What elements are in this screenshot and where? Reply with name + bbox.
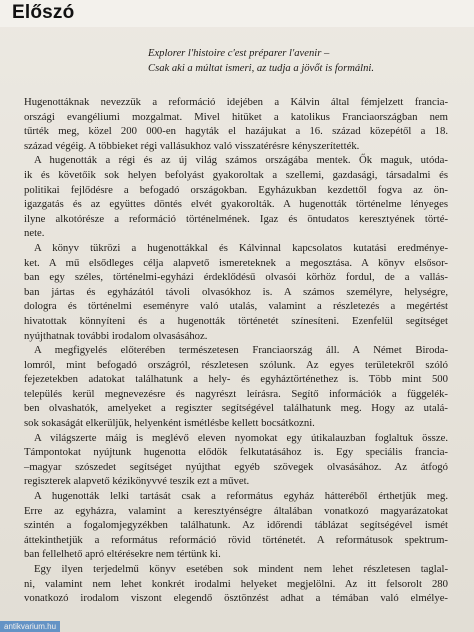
- text-line: igazgatás és az együttes döntés elvét gyakorolták. A hugenották történelme lényeges: [24, 198, 448, 211]
- epigraph-line-2: Csak aki a múltat ismeri, az tudja a jövőt is formálni.: [148, 63, 375, 74]
- text-line: ban egy széles, történelmi-egyházi érdeklődésű olvasói körhöz fordul, de a vallás-: [24, 271, 448, 284]
- text-line: ban fellelhető apró eltérésekre nem tértünk ki.: [24, 548, 221, 561]
- text-line: A hugenották lelki tartását csak a református egyház hátteréből érthetjük meg.: [34, 490, 448, 503]
- watermark: antikvarium.hu: [0, 621, 60, 632]
- text-line: település kerül megnevezésre és nagyrészt leírásra. Segítő információk a függelék-: [24, 387, 448, 400]
- text-line: ni, valamint nem lehet konkrét irodalmi helyeket megjelölni. Az itt felsorolt 280: [24, 577, 448, 590]
- text-line: hivatottak könnyíteni és a hugenották történetét színesíteni. Ezenfelül segítséget: [24, 314, 448, 327]
- text-line: A világszerte máig is meglévő eleven nyomokat egy útikalauzban foglaltuk össze.: [34, 431, 448, 444]
- text-line: áttekinthetjük a református reformáció rövid történetét. A reformátusok spektrum-: [24, 533, 448, 546]
- text-line: dologra és történelmi eseményre való utalás, valamint a részletezés a megértést: [24, 300, 448, 313]
- text-line: ben olvashatók, amelyeket a regiszter segítségével találhatunk meg. Hogy az utalá-: [24, 402, 448, 415]
- text-line: ik és követőik sok helyen befolyást gyakoroltak a szellemi, gazdasági, társadalmi és: [24, 168, 448, 181]
- text-line: ban jártas és egyházától távoli olvasókhoz is. A számos személyre, helységre,: [24, 285, 448, 298]
- text-line: Egy ilyen terjedelmű könyv esetében sok mindent nem lehet részletesen taglal-: [34, 563, 448, 575]
- text-line: Hugenottáknak nevezzük a reformáció idejében a Kálvin által fémjelzett francia-: [24, 96, 448, 108]
- text-line: regiszterek alapvető kézikönyvvé teszik ezt a művet.: [24, 475, 250, 488]
- epigraph: [148, 46, 448, 76]
- text-line: fejezetekben adatokat találhatunk a hely- és egyháztörténethez is. Több mint 500: [24, 373, 448, 386]
- text-line: Támpontokat nyújtunk hugenotta elődök felkutatásához is. Egy speciális francia-: [24, 446, 448, 459]
- epigraph-line-1: Explorer l'histoire c'est préparer l'avenir –: [148, 48, 330, 59]
- text-line: lomról, mint befogadó országról, részletesen szólunk. Az egyes területekről szóló: [24, 358, 448, 371]
- text-line: A könyv tükrözi a hugenottákkal és Kálvinnal kapcsolatos kutatási eredménye-: [34, 241, 448, 254]
- text-line: vonatkozó irodalom viszont elegendő ösztönzést adhat a témában való elmélye-: [24, 592, 448, 605]
- text-line: ket. A mű elsődleges célja alapvető ismereteknek a megosztása. A könyv elsősor-: [24, 256, 448, 269]
- text-line: Erre az egyházra, valamint a keresztyénségre általában vonatkozó magyarázatokat: [24, 504, 448, 517]
- text-line: tűrték meg, közel 200 000-en hagyták el hazájukat a 16. század közepétől a 18.: [24, 125, 448, 138]
- text-line: A megfigyelés előterében természetesen Franciaország áll. A Német Biroda-: [34, 344, 448, 357]
- page-title: Előszó: [12, 2, 75, 23]
- body-text: [24, 95, 448, 606]
- text-line: A hugenották a régi és az új világ számos országába mentek. Ők maguk, utóda-: [34, 154, 448, 167]
- text-line: –magyar szószedet segítséget nyújthat egyéb szövegek olvasásához. Az átfogó: [24, 460, 448, 473]
- text-line: szintén a fogalomjegyzékben találhatunk. Az időrendi táblázat segítségével ismét: [24, 519, 448, 532]
- text-line: ilyne alkotórésze a reformáció történelmének. Igaz és öntudatos keresztyének törté-: [24, 212, 448, 225]
- text-line: politikai fejlődésre a befogadó országokban. Egyházukban kezdettől fogva az ön-: [24, 183, 448, 196]
- text-line: nete.: [24, 227, 45, 240]
- text-line: sok sokaságát elkerüljük, helyenként ismétlésbe kellett bocsátkozni.: [24, 417, 315, 430]
- text-line: nyújthatnak további irodalom olvasásához.: [24, 329, 208, 342]
- text-line: országi evangéliumi mozgalmat. Mivel hitüket a katolikus Franciaországban nem: [24, 110, 448, 123]
- text-line: század végéig. A többieket régi vallásukhoz való visszatérésre kényszerítették.: [24, 139, 360, 152]
